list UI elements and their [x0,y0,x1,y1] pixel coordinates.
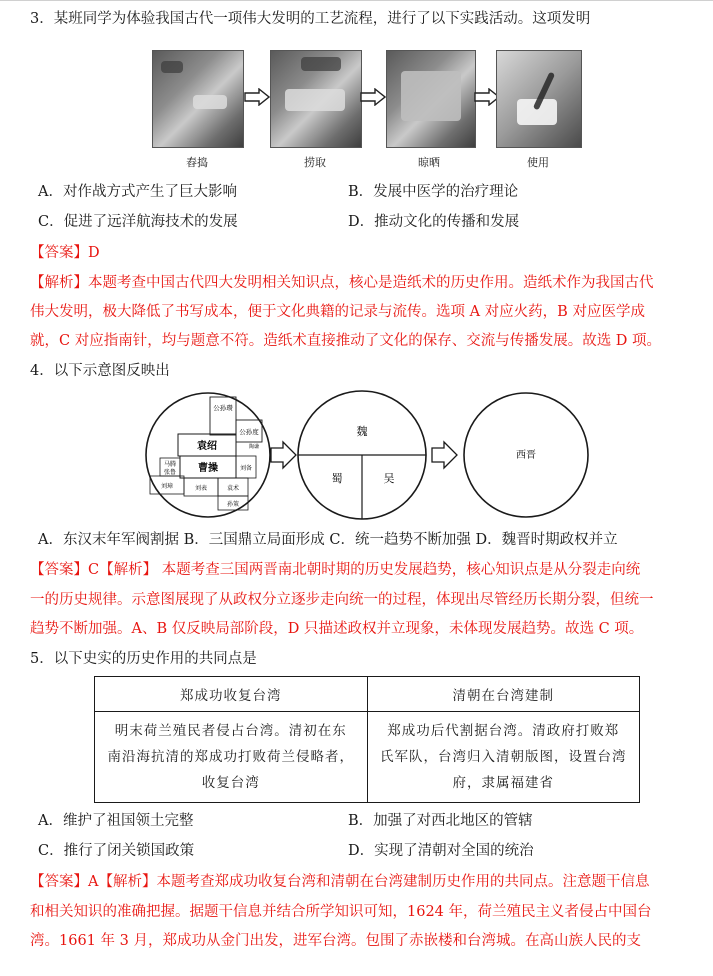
table-header: 清朝在台湾建制 [367,677,640,712]
q4-unification-diagram [130,390,590,520]
label-liubei: 刘备 [239,465,253,472]
label-zhanglu: 张鲁 [163,469,177,476]
q3-option-b: B．发展中医学的治疗理论 [348,184,519,200]
label-mateng: 马腾 [163,461,177,468]
q3-analysis-line-2: 伟大发明，极大降低了书写成本，便于文化典籍的记录与流传。选项 A 对应火药，B 对应医学成 [30,304,645,320]
label-liubiao: 刘表 [194,485,208,492]
q5-option-b: B．加强了对西北地区的管辖 [348,813,533,829]
q4-stem: 4．以下示意图反映出 [30,363,170,379]
label-yuanshao: 袁绍 [197,441,217,452]
cell-line: 明末荷兰殖民者侵占台湾。清初在东 [114,723,347,739]
table-row [95,712,640,803]
three-kingdoms-circle [298,391,426,519]
table-cell [367,712,640,803]
label-gongsunzan: 公孙瓒 [213,404,233,412]
drying-photo [386,50,476,148]
q5-stem: 5．以下史实的历史作用的共同点是 [30,651,257,667]
label-caocao: 曹操 [198,463,218,474]
q5-option-d: D．实现了清朝对全国的统治 [348,843,534,859]
q5-analysis-line-3: 湾。1661 年 3 月，郑成功从金门出发，进军台湾。包围了赤嵌楼和台湾城。在高山族人民的支 [30,933,641,949]
q5-analysis-line-2: 和相关知识的准确把握。据题干信息并结合所学知识可知，1624 年，荷兰殖民主义者侵占中国台 [30,904,652,920]
cell-line: 氏军队，台湾归入清朝版图，设置台湾 [380,749,627,765]
q4-analysis-line-2: 一的历史规律。示意图展现了从政权分立逐步走向统一的过程，体现出尽管经历长期分裂，但统一 [30,592,654,608]
label-sunce: 孙策 [226,501,240,508]
label-wei: 魏 [356,425,368,438]
label-liuzhang: 刘璋 [160,483,174,490]
q3-analysis-line-3: 就，C 对应指南针，均与题意不符。造纸术直接推动了文化的保存、交流与传播发展。故选 D 项。 [30,333,662,349]
label-gongsundu: 公孙度 [239,428,259,436]
cell-line: 郑成功后代割据台湾。清政府打败郑 [387,723,620,739]
table-header-row [95,677,640,712]
page-top-rule [0,0,713,1]
q3-answer: 【答案】D [30,245,100,261]
arrow-right-icon [360,88,386,106]
caption-pounding: 舂捣 [186,156,208,169]
q3-analysis-line-1: 【解析】本题考查中国古代四大发明相关知识点，核心是造纸术的历史作用。造纸术作为我国古代 [30,275,654,291]
table-header: 郑成功收复台湾 [95,677,368,712]
cell-line: 南沿海抗清的郑成功打败荷兰侵略者， [107,749,354,765]
scooping-photo [270,50,362,148]
q3-stem: 3．某班同学为体验我国古代一项伟大发明的工艺流程，进行了以下实践活动。这项发明 [30,11,591,27]
label-yuanshu: 袁术 [226,485,240,492]
q5-option-a: A．维护了祖国领土完整 [38,813,194,829]
pounding-photo [152,50,244,148]
arrow-right-icon [244,88,270,106]
q3-option-a: A．对作战方式产生了巨大影响 [38,184,237,200]
q4-options: A．东汉末年军阀割据 B．三国鼎立局面形成 C．统一趋势不断加强 D．魏晋时期政权并立 [38,532,618,548]
caption-scooping: 捞取 [304,156,326,169]
cell-line: 收复台湾 [201,775,260,791]
q5-table [94,676,640,803]
q5-option-c: C．推行了闭关锁国政策 [38,843,195,859]
q4-analysis-line-3: 趋势不断加强。A、B 仅反映局部阶段，D 只描述政权并立现象，未体现发展趋势。故选 C 项。 [30,621,644,637]
arrow-right-icon [432,442,457,468]
warlords-circle [146,393,270,517]
q3-option-c: C．促进了远洋航海技术的发展 [38,214,238,230]
q5-analysis-line-1: 【答案】A【解析】本题考查郑成功收复台湾和清朝在台湾建制历史作用的共同点。注意题干信息 [30,874,650,890]
label-xijin: 西晋 [516,450,536,461]
label-shu: 蜀 [331,472,343,485]
arrow-right-icon [271,442,296,468]
caption-using: 使用 [527,156,549,169]
table-cell [95,712,368,803]
label-taoqian: 陶谦 [248,444,260,450]
label-wu: 吴 [383,472,395,485]
cell-line: 府，隶属福建省 [452,775,554,791]
q3-option-d: D．推动文化的传播和发展 [348,214,520,230]
using-photo [496,50,582,148]
q4-analysis-line-1: 【答案】C【解析】 本题考查三国两晋南北朝时期的历史发展趋势，核心知识点是从分裂走向统 [30,562,641,578]
caption-drying: 晾晒 [418,156,440,169]
